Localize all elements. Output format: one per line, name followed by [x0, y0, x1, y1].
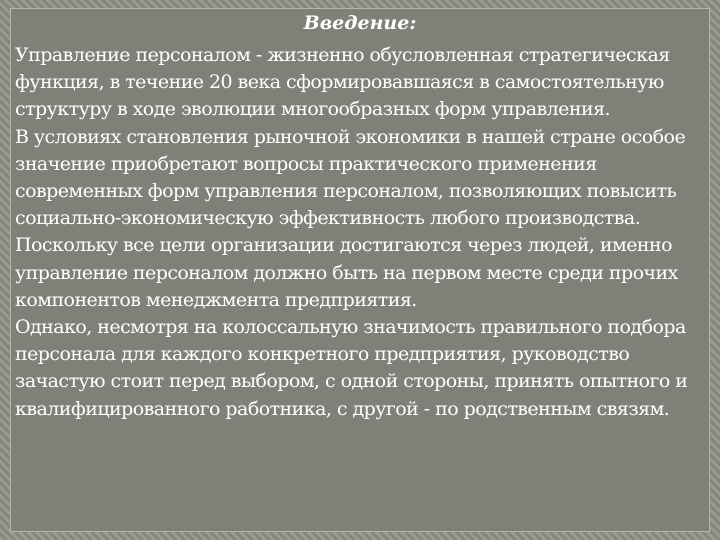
paragraph-intro: Управление персоналом - жизненно обусловленная стратегическая функция, в течение 20 века сформировавшаяся в самостоятельную структуру в ходе эволюции многообразных форм управления.: [15, 44, 670, 121]
slide-body: [15, 42, 717, 423]
paragraph-market-economy: В условиях становления рыночной экономики в нашей стране особое значение приобретают вопросы практического применения современных форм управления персоналом, позволяющих повысить социально-экономическую эффективность любого производства.: [15, 125, 686, 230]
paragraph-hiring-choice: Однако, несмотря на колоссальную значимость правильного подбора персонала для каждого конкретного предприятия, руководство зачастую стоит перед выбором, с одной стороны, принять опытного и квалифицированного работника, с другой - по родственным связям.: [15, 316, 688, 420]
paragraph-organization-goals: Поскольку все цели организации достигаются через людей, именно управление персоналом должно быть на первом месте среди прочих компонентов менеджмента предприятия.: [15, 234, 678, 311]
slide-title: Введение:: [303, 12, 417, 34]
